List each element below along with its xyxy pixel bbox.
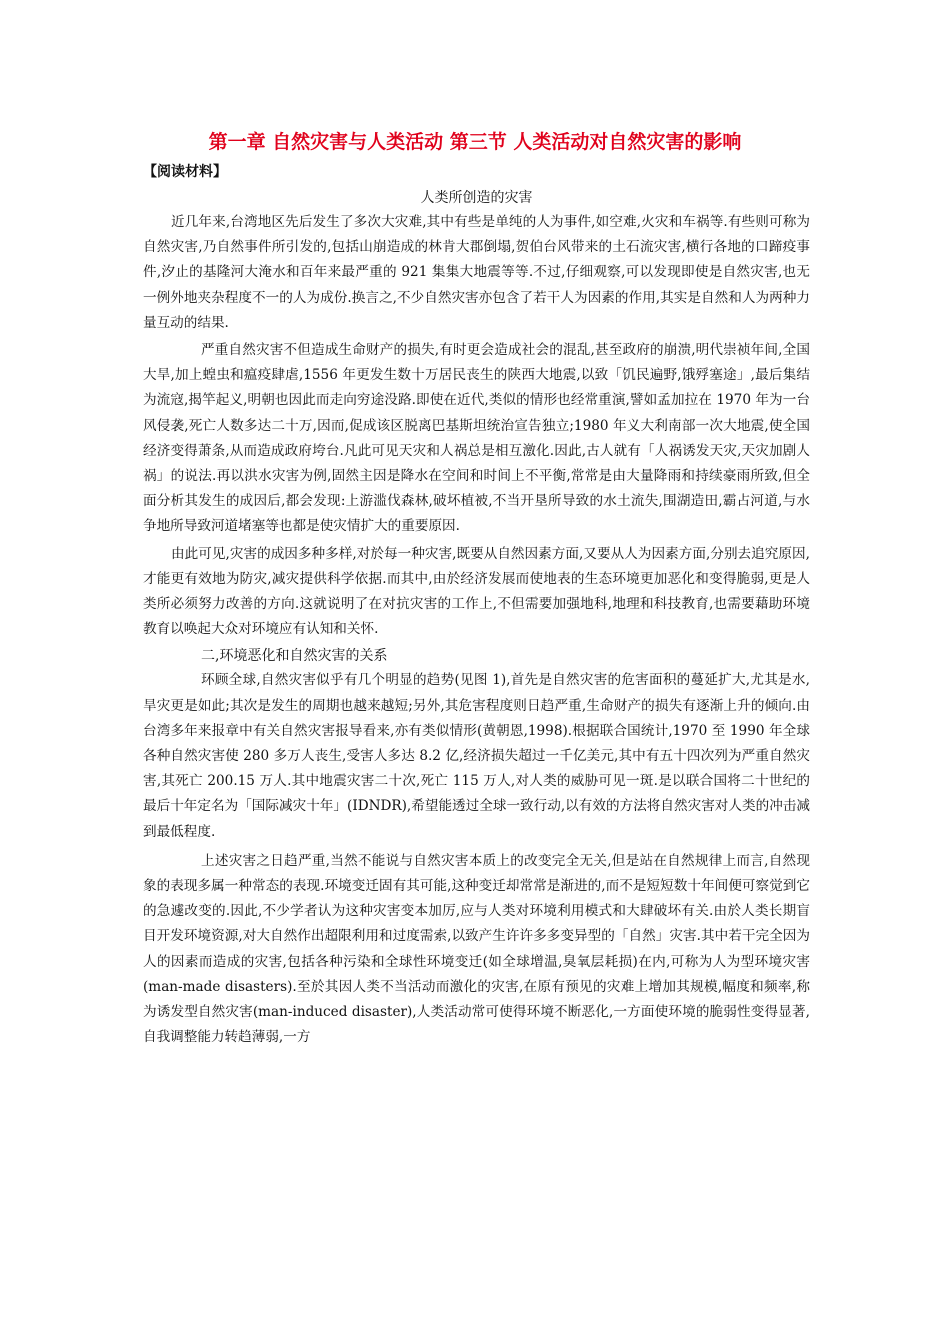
paragraph: 严重自然灾害不但造成生命财产的损失,有时更会造成社会的混乱,甚至政府的崩溃,明代崇祯年间,全国大旱,加上蝗虫和瘟疫肆虐,1556 年更发生数十万居民丧生的陕西大地震,以致「饥民遍野,饿殍塞途」,最后集结为流寇,揭竿起义,明朝也因此而走向穷途没路.即使在近代,类似的情形也经常重演,譬如孟加拉在 1970 年为一台风侵袭,死亡人数多达二十万,因而,促成该区脱离巴基斯坦统治宣告独立;1980 年义大利南部一次大地震,使全国经济变得萧条,从而造成政府垮台.凡此可见天灾和人祸总是相互激化.因此,古人就有「人祸诱发天灾,天灾加剧人祸」的说法.再以洪水灾害为例,固然主因是降水在空间和时间上不平衡,常常是由大量降雨和持续豪雨所致,但全面分析其发生的成因后,都会发现:上游滥伐森林,破坏植被,不当开垦所导致的水土流失,围湖造田,霸占河道,与水争地所导致河道堵塞等也都是使灾情扩大的重要原因. [143,342,810,535]
paragraph: 近几年来,台湾地区先后发生了多次大灾难,其中有些是单纯的人为事件,如空难,火灾和车祸等.有些则可称为自然灾害,乃自然事件所引发的,包括山崩造成的林肯大郡倒塌,贺伯台风带来的土石流灾害,横行各地的口蹄疫事件,汐止的基隆河大淹水和百年来最严重的 921 集集大地震等等.不过,仔细观察,可以发现即使是自然灾害,也无一例外地夹杂程度不一的人为成份.换言之,不少自然灾害亦包含了若干人为因素的作用,其实是自然和人为两种力量互动的结果. [143,214,810,331]
article-body [143,186,810,1051]
paragraph: 由此可见,灾害的成因多种多样,对於每一种灾害,既要从自然因素方面,又要从人为因素方面,分别去追究原因,才能更有效地为防灾,减灾提供科学依据.而其中,由於经济发展而使地表的生态环境更加恶化和变得脆弱,更是人类所必须努力改善的方向.这就说明了在对抗灾害的工作上,不但需要加强地科,地理和科技教育,也需要藉助环境教育以唤起大众对环境应有认知和关怀. [143,545,810,638]
paragraph: 上述灾害之日趋严重,当然不能说与自然灾害本质上的改变完全无关,但是站在自然规律上而言,自然现象的表现多属一种常态的表现.环境变迁固有其可能,这种变迁却常常是渐进的,而不是短短数十年间便可察觉到它的急遽改变的.因此,不少学者认为这种灾害变本加厉,应与人类对环境利用模式和大肆破坏有关.由於人类长期盲目开发环境资源,对大自然作出超限利用和过度需索,以致产生许许多多变异型的「自然」灾害.其中若干完全因为人的因素而造成的灾害,包括各种污染和全球性环境变迁(如全球增温,臭氧层耗损)在内,可称为人为型环境灾害(man-made disasters).至於其因人类不当活动而激化的灾害,在原有预见的灾难上增加其规模,幅度和频率,称为诱发型自然灾害(man-induced disaster),人类活动常可使得环境不断恶化,一方面使环境的脆弱性变得显著,自我调整能力转趋薄弱,一方 [143,852,810,1046]
paragraph: 环顾全球,自然灾害似乎有几个明显的趋势(见图 1),首先是自然灾害的危害面积的蔓延扩大,尤其是水,旱灾更是如此;其次是发生的周期也越来越短;另外,其危害程度则日趋严重,生命财产的损失有逐渐上升的倾向.由台湾多年来报章中有关自然灾害报导看来,亦有类似情形(黄朝恩,1998).根据联合国统计,1970 至 1990 年全球各种自然灾害使 280 多万人丧生,受害人多达 8.2 亿,经济损失超过一千亿美元,其中有五十四次列为严重自然灾害,其死亡 200.15 万人.其中地震灾害二十次,死亡 115 万人,对人类的威胁可见一斑.是以联合国将二十世纪的最后十年定名为「国际减灾十年」(IDNDR),希望能透过全球一致行动,以有效的方法将自然灾害对人类的冲击减到最低程度. [143,672,810,840]
article-subtitle: 人类所创造的灾害 [420,190,533,206]
chapter-title: 第一章 自然灾害与人类活动 第三节 人类活动对自然灾害的影响 [208,131,742,153]
section-label: 【阅读材料】 [143,164,227,180]
section-heading: 二,环境恶化和自然灾害的关系 [201,648,388,665]
